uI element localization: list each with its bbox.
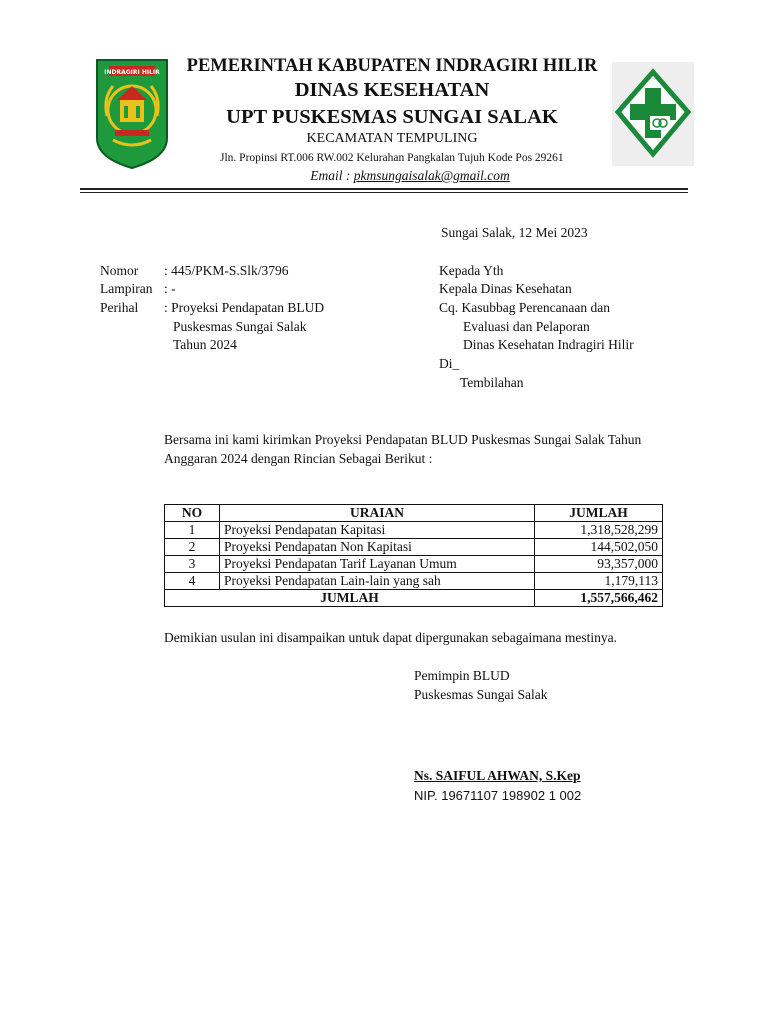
- cell-jumlah: 93,357,000: [535, 556, 663, 573]
- email-link[interactable]: pkmsungaisalak@gmail.com: [353, 168, 510, 183]
- table-total-row: [165, 590, 663, 607]
- signatory-name: Ns. SAIFUL AHWAN, S.Kep: [414, 768, 581, 783]
- cell-uraian: Proyeksi Pendapatan Tarif Layanan Umum: [220, 556, 535, 573]
- email-label: Email :: [310, 168, 354, 183]
- nomor-value: : 445/PKM-S.Slk/3796: [164, 263, 289, 278]
- letter-date: Sungai Salak, 12 Mei 2023: [441, 225, 588, 240]
- cell-uraian: Proyeksi Pendapatan Lain-lain yang sah: [220, 573, 535, 590]
- cell-uraian: Proyeksi Pendapatan Kapitasi: [220, 522, 535, 539]
- table-header-row: [165, 505, 663, 522]
- cell-jumlah: 1,318,528,299: [535, 522, 663, 539]
- recipient-line7: Tembilahan: [460, 375, 524, 390]
- recipient-line5: Dinas Kesehatan Indragiri Hilir: [463, 337, 634, 352]
- perihal-value-line3: Tahun 2024: [173, 337, 237, 352]
- emblem-banner-text: INDRAGIRI HILIR: [104, 69, 160, 76]
- table-row: [165, 556, 663, 573]
- cell-no: 2: [165, 539, 220, 556]
- signatory-nip: NIP. 19671107 198902 1 002: [414, 788, 582, 803]
- header-uraian: URAIAN: [220, 505, 535, 522]
- letterhead-unit: UPT PUSKESMAS SUNGAI SALAK: [226, 106, 558, 128]
- header-jumlah: JUMLAH: [535, 505, 663, 522]
- letterhead-email-line: [0, 167, 768, 184]
- recipient-line2: Kepala Dinas Kesehatan: [439, 281, 572, 296]
- body-paragraph-line2: Anggaran 2024 dengan Rincian Sebagai Berikut :: [164, 451, 433, 466]
- signature-title: Pemimpin BLUD: [414, 668, 510, 683]
- table-row: [165, 522, 663, 539]
- cell-uraian: Proyeksi Pendapatan Non Kapitasi: [220, 539, 535, 556]
- body-paragraph-line1: Bersama ini kami kirimkan Proyeksi Pendapatan BLUD Puskesmas Sungai Salak Tahun: [164, 432, 642, 447]
- letterhead-district: KECAMATAN TEMPULING: [306, 131, 478, 146]
- recipient-line4: Evaluasi dan Pelaporan: [463, 319, 590, 334]
- perihal-value-line1: : Proyeksi Pendapatan BLUD: [164, 300, 325, 315]
- cell-no: 3: [165, 556, 220, 573]
- total-label: JUMLAH: [165, 590, 535, 607]
- lampiran-value: : -: [164, 281, 176, 296]
- perihal-label: Perihal: [100, 300, 139, 315]
- nomor-label: Nomor: [100, 263, 139, 278]
- recipient-line3: Cq. Kasubbag Perencanaan dan: [439, 300, 610, 315]
- letterhead-rule-thin: [80, 192, 688, 193]
- cell-no: 1: [165, 522, 220, 539]
- cell-jumlah: 1,179,113: [535, 573, 663, 590]
- table-row: [165, 573, 663, 590]
- recipient-line1: Kepada Yth: [439, 263, 504, 278]
- total-value: 1,557,566,462: [535, 590, 663, 607]
- letterhead-address: Jln. Propinsi RT.006 RW.002 Kelurahan Pangkalan Tujuh Kode Pos 29261: [220, 152, 564, 164]
- table-row: [165, 539, 663, 556]
- perihal-value-line2: Puskesmas Sungai Salak: [173, 319, 307, 334]
- header-no: NO: [165, 505, 220, 522]
- letterhead-rule-thick: [80, 188, 688, 190]
- letterhead-department: DINAS KESEHATAN: [294, 79, 490, 101]
- rincian-table: [164, 504, 663, 607]
- letterhead-government: PEMERINTAH KABUPATEN INDRAGIRI HILIR: [186, 56, 598, 76]
- lampiran-label: Lampiran: [100, 281, 153, 296]
- recipient-line6: Di_: [439, 356, 460, 371]
- cell-jumlah: 144,502,050: [535, 539, 663, 556]
- signature-organization: Puskesmas Sungai Salak: [414, 687, 548, 702]
- closing-sentence: Demikian usulan ini disampaikan untuk dapat dipergunakan sebagaimana mestinya.: [164, 630, 618, 645]
- cell-no: 4: [165, 573, 220, 590]
